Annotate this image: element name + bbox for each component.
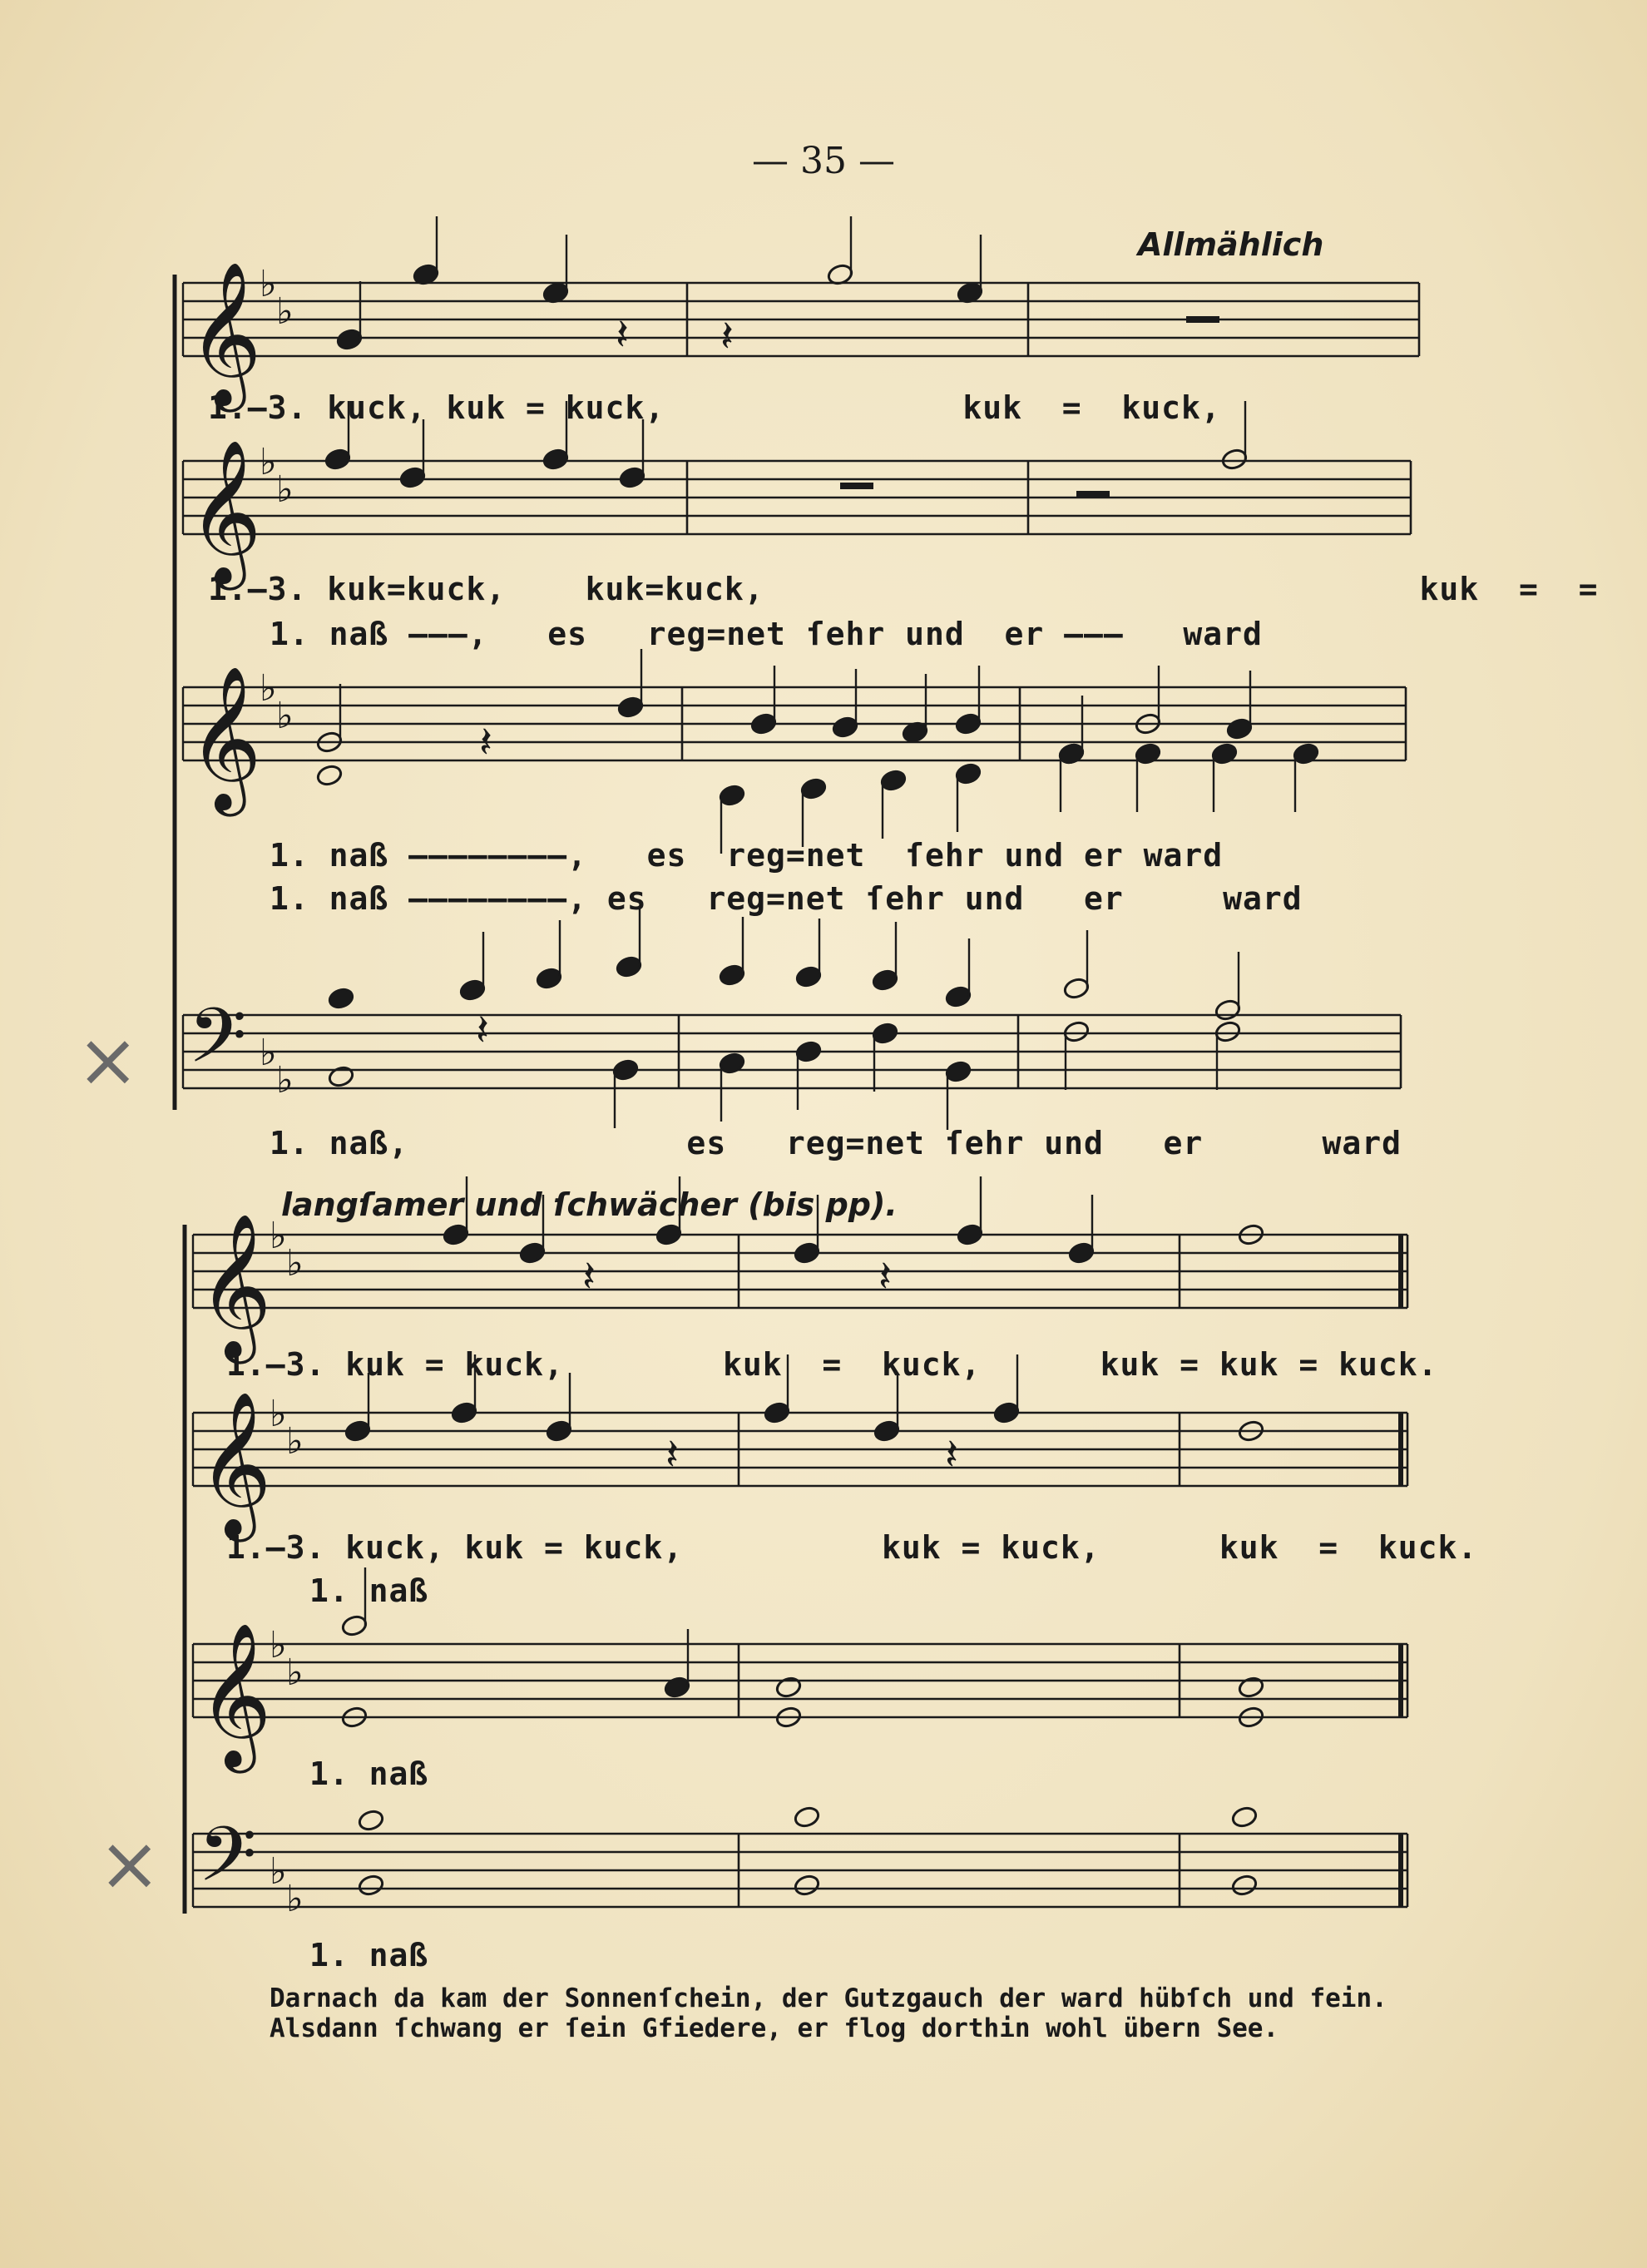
pencil-mark-1: × bbox=[77, 1017, 140, 1104]
note-head bbox=[1230, 1805, 1258, 1829]
note-head bbox=[344, 1419, 371, 1443]
flat-sign: ♭ bbox=[276, 468, 294, 511]
page-number: — 35 — bbox=[752, 140, 895, 182]
flat-sign: ♭ bbox=[276, 1059, 294, 1102]
note-head bbox=[1220, 448, 1248, 471]
pencil-mark-2: × bbox=[98, 1820, 161, 1908]
note-head bbox=[871, 968, 898, 992]
note-head bbox=[799, 777, 827, 800]
lyrics-s1-staff2: 1.—3. kuk=kuck, kuk=kuck, kuk = = bbox=[208, 571, 1599, 607]
treble-clef-icon: 𝄞 bbox=[198, 1391, 272, 1536]
note-head bbox=[794, 1040, 822, 1063]
flat-sign: ♭ bbox=[270, 1850, 287, 1893]
note-head bbox=[1062, 1020, 1090, 1043]
note-head bbox=[1237, 1676, 1264, 1699]
note-head bbox=[718, 1052, 745, 1075]
quarter-rest: 𝄽 bbox=[616, 310, 629, 360]
flat-sign: ♭ bbox=[270, 1624, 287, 1666]
lyrics-s1-staff3-above: 1. naß ———, es reg=net ſehr und er ——— ward bbox=[270, 616, 1263, 652]
note-head bbox=[398, 466, 426, 489]
lyrics-s2-staff4-below: 1. naß bbox=[309, 1937, 429, 1973]
note-head bbox=[774, 1676, 802, 1699]
note-head bbox=[749, 712, 777, 735]
lyrics-s1-staff3-below: 1. naß ————————, es reg=net ſehr und er ward bbox=[270, 837, 1224, 874]
note-head bbox=[655, 1223, 682, 1246]
quarter-rest: 𝄽 bbox=[582, 1252, 596, 1302]
note-head bbox=[1057, 742, 1085, 765]
note-head bbox=[327, 987, 354, 1010]
note-head bbox=[1230, 1874, 1258, 1897]
note-head bbox=[1214, 998, 1241, 1022]
treble-clef-icon: 𝄞 bbox=[198, 1622, 272, 1767]
note-head bbox=[871, 1022, 898, 1045]
lyrics-s1-staff4-above: 1. naß ————————, es reg=net ſehr und er ward bbox=[270, 880, 1303, 917]
note-head bbox=[545, 1419, 572, 1443]
flat-sign: ♭ bbox=[260, 441, 277, 483]
note-head bbox=[954, 712, 982, 735]
bass-clef-icon: 𝄢 bbox=[188, 992, 247, 1098]
note-head bbox=[450, 1401, 477, 1424]
quarter-rest: 𝄽 bbox=[665, 1430, 679, 1480]
note-head bbox=[1210, 742, 1238, 765]
note-head bbox=[1134, 742, 1161, 765]
treble-clef-icon: 𝄞 bbox=[198, 1213, 272, 1358]
footer-line-2: Alsdann ſchwang er ſein Gfiedere, er flog dorthin wohl übern See. bbox=[270, 2013, 1279, 2043]
flat-sign: ♭ bbox=[260, 1032, 277, 1074]
note-head bbox=[718, 963, 745, 987]
note-head bbox=[879, 769, 907, 792]
note-head bbox=[327, 1065, 354, 1088]
flat-sign: ♭ bbox=[260, 263, 277, 305]
note-head bbox=[611, 1058, 639, 1082]
note-head bbox=[315, 764, 343, 787]
tempo-marking-top: Allmählich bbox=[1138, 226, 1324, 263]
note-head bbox=[518, 1241, 546, 1265]
note-head bbox=[873, 1419, 900, 1443]
note-head bbox=[324, 448, 351, 471]
note-head bbox=[340, 1614, 368, 1637]
note-head bbox=[831, 716, 858, 739]
note-head bbox=[357, 1809, 384, 1832]
note-head bbox=[615, 955, 642, 978]
note-head bbox=[793, 1805, 820, 1829]
quarter-rest: 𝄽 bbox=[479, 718, 492, 768]
note-head bbox=[1062, 977, 1090, 1000]
footer-line-1: Darnach da kam der Sonnenſchein, der Gutzgauch der ward hübſch und fein. bbox=[270, 1983, 1387, 2013]
flat-sign: ♭ bbox=[276, 290, 294, 333]
lyrics-s2-staff3-above: 1. naß bbox=[309, 1572, 429, 1609]
lyrics-s2-staff1: 1.—3. kuk = kuck, kuk = kuck, kuk = kuk = kuck. bbox=[226, 1346, 1438, 1383]
flat-sign: ♭ bbox=[260, 667, 277, 710]
flat-sign: ♭ bbox=[286, 1420, 304, 1463]
note-head bbox=[542, 448, 569, 471]
lyrics-s2-staff3-below: 1. naß bbox=[309, 1755, 429, 1792]
note-head bbox=[992, 1401, 1020, 1424]
note-head bbox=[944, 985, 972, 1008]
bass-clef-icon: 𝄢 bbox=[198, 1810, 257, 1917]
flat-sign: ♭ bbox=[286, 1878, 304, 1920]
treble-clef-icon: 𝄞 bbox=[188, 261, 262, 406]
note-head bbox=[954, 762, 982, 785]
quarter-rest: 𝄽 bbox=[878, 1252, 892, 1302]
lyrics-s1-staff4-below: 1. naß, es reg=net ſehr und er ward bbox=[270, 1125, 1402, 1161]
note-head bbox=[335, 328, 363, 351]
note-head bbox=[442, 1223, 469, 1246]
note-head bbox=[1214, 1020, 1241, 1043]
flat-sign: ♭ bbox=[270, 1215, 287, 1257]
note-head bbox=[763, 1401, 790, 1424]
note-head bbox=[718, 784, 745, 807]
flat-sign: ♭ bbox=[270, 1393, 287, 1435]
note-head bbox=[1292, 742, 1319, 765]
treble-clef-icon: 𝄞 bbox=[188, 439, 262, 584]
quarter-rest: 𝄽 bbox=[720, 312, 734, 362]
flat-sign: ♭ bbox=[286, 1651, 304, 1694]
note-head bbox=[1225, 717, 1253, 740]
flat-sign: ♭ bbox=[276, 695, 294, 737]
note-head bbox=[616, 696, 644, 719]
note-head bbox=[535, 967, 562, 990]
flat-sign: ♭ bbox=[286, 1242, 304, 1285]
note-head bbox=[956, 1223, 983, 1246]
lyrics-s2-staff2: 1.—3. kuck, kuk = kuck, kuk = kuck, kuk = kuck. bbox=[226, 1529, 1478, 1566]
quarter-rest: 𝄽 bbox=[945, 1430, 958, 1480]
note-head bbox=[944, 1060, 972, 1083]
note-head bbox=[794, 965, 822, 988]
note-head bbox=[793, 1874, 820, 1897]
note-head bbox=[663, 1676, 690, 1699]
treble-clef-icon: 𝄞 bbox=[188, 666, 262, 810]
tempo-marking-bottom: langſamer und ſchwächer (bis pp). bbox=[281, 1186, 898, 1223]
note-head bbox=[357, 1874, 384, 1897]
lyrics-s1-staff1: 1.—3. kuck, kuk = kuck, kuk = kuck, bbox=[208, 389, 1221, 426]
note-head bbox=[458, 978, 486, 1002]
quarter-rest: 𝄽 bbox=[476, 1006, 489, 1056]
note-head bbox=[618, 466, 645, 489]
note-head bbox=[793, 1241, 820, 1265]
note-head bbox=[1067, 1241, 1095, 1265]
